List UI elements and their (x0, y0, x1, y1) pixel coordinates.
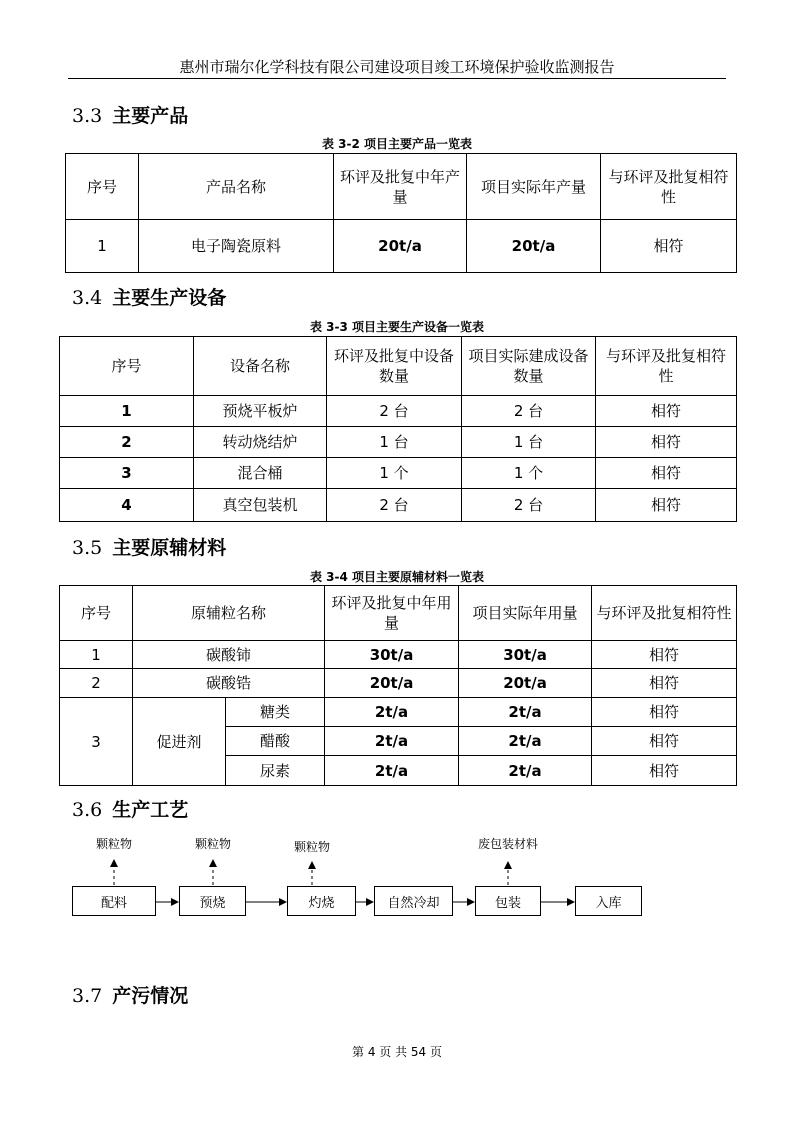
section-title: 主要生产设备 (112, 287, 227, 309)
cell-plan: 1 个 (327, 458, 462, 489)
section-title: 生产工艺 (112, 799, 189, 821)
cell-plan: 30t/a (325, 641, 459, 669)
process-step-box: 配料 (72, 886, 156, 916)
cell-name: 电子陶瓷原料 (139, 220, 334, 273)
cell-no: 1 (60, 396, 194, 427)
header-cell: 与环评及批复相符性 (601, 154, 737, 220)
section-number: 3.5 (72, 537, 103, 559)
header-cell: 序号 (66, 154, 139, 220)
emission-label: 颗粒物 (293, 840, 330, 854)
header-cell: 项目实际年用量 (459, 586, 592, 641)
cell-actual: 20t/a (467, 220, 601, 273)
process-step-box: 灼烧 (287, 886, 356, 916)
header-cell: 项目实际建成设备数量 (462, 337, 596, 396)
cell-actual: 2t/a (459, 698, 592, 727)
section-title: 产污情况 (112, 985, 189, 1007)
cell-actual: 20t/a (459, 669, 592, 698)
cell-match: 相符 (596, 458, 737, 489)
cell-match: 相符 (596, 489, 737, 522)
cell-match: 相符 (592, 641, 737, 669)
cell-plan: 2 台 (327, 489, 462, 522)
header-cell: 设备名称 (194, 337, 327, 396)
cell-match: 相符 (592, 698, 737, 727)
cell-no: 1 (60, 641, 133, 669)
cell-subname: 醋酸 (226, 727, 325, 756)
header-cell: 环评及批复中设备数量 (327, 337, 462, 396)
header-cell: 序号 (60, 337, 194, 396)
header-cell: 环评及批复中年产量 (334, 154, 467, 220)
table-caption-materials: 表 3-4 项目主要原辅材料一览表 (309, 570, 485, 584)
emission-label: 颗粒物 (95, 837, 132, 851)
cell-name: 混合桶 (194, 458, 327, 489)
cell-no: 1 (66, 220, 139, 273)
cell-match: 相符 (592, 756, 737, 786)
emission-label: 废包装材料 (477, 837, 538, 851)
cell-actual: 2 台 (462, 396, 596, 427)
cell-match: 相符 (592, 669, 737, 698)
table-caption-equipment: 表 3-3 项目主要生产设备一览表 (309, 320, 485, 334)
section-number: 3.6 (72, 799, 103, 821)
header-cell: 环评及批复中年用量 (325, 586, 459, 641)
cell-no: 2 (60, 427, 194, 458)
cell-subname: 糖类 (226, 698, 325, 727)
section-number: 3.4 (72, 287, 103, 309)
cell-match: 相符 (592, 727, 737, 756)
cell-no: 4 (60, 489, 194, 522)
cell-plan: 2t/a (325, 756, 459, 786)
cell-actual: 2t/a (459, 756, 592, 786)
cell-actual: 2t/a (459, 727, 592, 756)
cell-name: 碳酸锆 (133, 669, 325, 698)
cell-name: 真空包装机 (194, 489, 327, 522)
cell-no: 3 (60, 458, 194, 489)
process-step-box: 包装 (475, 886, 541, 916)
header-cell: 项目实际年产量 (467, 154, 601, 220)
header-cell: 与环评及批复相符性 (592, 586, 737, 641)
section-number: 3.3 (72, 105, 103, 127)
section-title: 主要原辅材料 (112, 537, 227, 559)
cell-plan: 2 台 (327, 396, 462, 427)
section-heading-3-7 (72, 981, 188, 1008)
cell-match: 相符 (596, 396, 737, 427)
page-number-footer: 第 4 页 共 54 页 (352, 1045, 442, 1059)
header-cell: 产品名称 (139, 154, 334, 220)
section-number: 3.7 (72, 985, 103, 1007)
cell-no: 3 (60, 698, 133, 786)
cell-name: 转动烧结炉 (194, 427, 327, 458)
cell-plan: 2t/a (325, 698, 459, 727)
table-caption-products: 表 3-2 项目主要产品一览表 (321, 137, 473, 151)
process-step-box: 自然冷却 (374, 886, 453, 916)
cell-plan: 20t/a (325, 669, 459, 698)
header-cell: 原辅粒名称 (133, 586, 325, 641)
cell-subname: 尿素 (226, 756, 325, 786)
cell-plan: 1 台 (327, 427, 462, 458)
cell-name: 预烧平板炉 (194, 396, 327, 427)
cell-plan: 2t/a (325, 727, 459, 756)
report-header-title: 惠州市瑞尔化学科技有限公司建设项目竣工环境保护验收监测报告 (179, 58, 615, 76)
cell-match: 相符 (601, 220, 737, 273)
header-cell: 序号 (60, 586, 133, 641)
cell-match: 相符 (596, 427, 737, 458)
cell-actual: 2 台 (462, 489, 596, 522)
cell-no: 2 (60, 669, 133, 698)
section-title: 主要产品 (112, 105, 189, 127)
cell-actual: 1 个 (462, 458, 596, 489)
cell-actual: 30t/a (459, 641, 592, 669)
cell-group-name: 促进剂 (133, 698, 226, 786)
emission-label: 颗粒物 (194, 837, 231, 851)
cell-actual: 1 台 (462, 427, 596, 458)
cell-name: 碳酸铈 (133, 641, 325, 669)
header-cell: 与环评及批复相符性 (596, 337, 737, 396)
process-step-box: 预烧 (179, 886, 246, 916)
cell-plan: 20t/a (334, 220, 467, 273)
process-step-box: 入库 (575, 886, 642, 916)
